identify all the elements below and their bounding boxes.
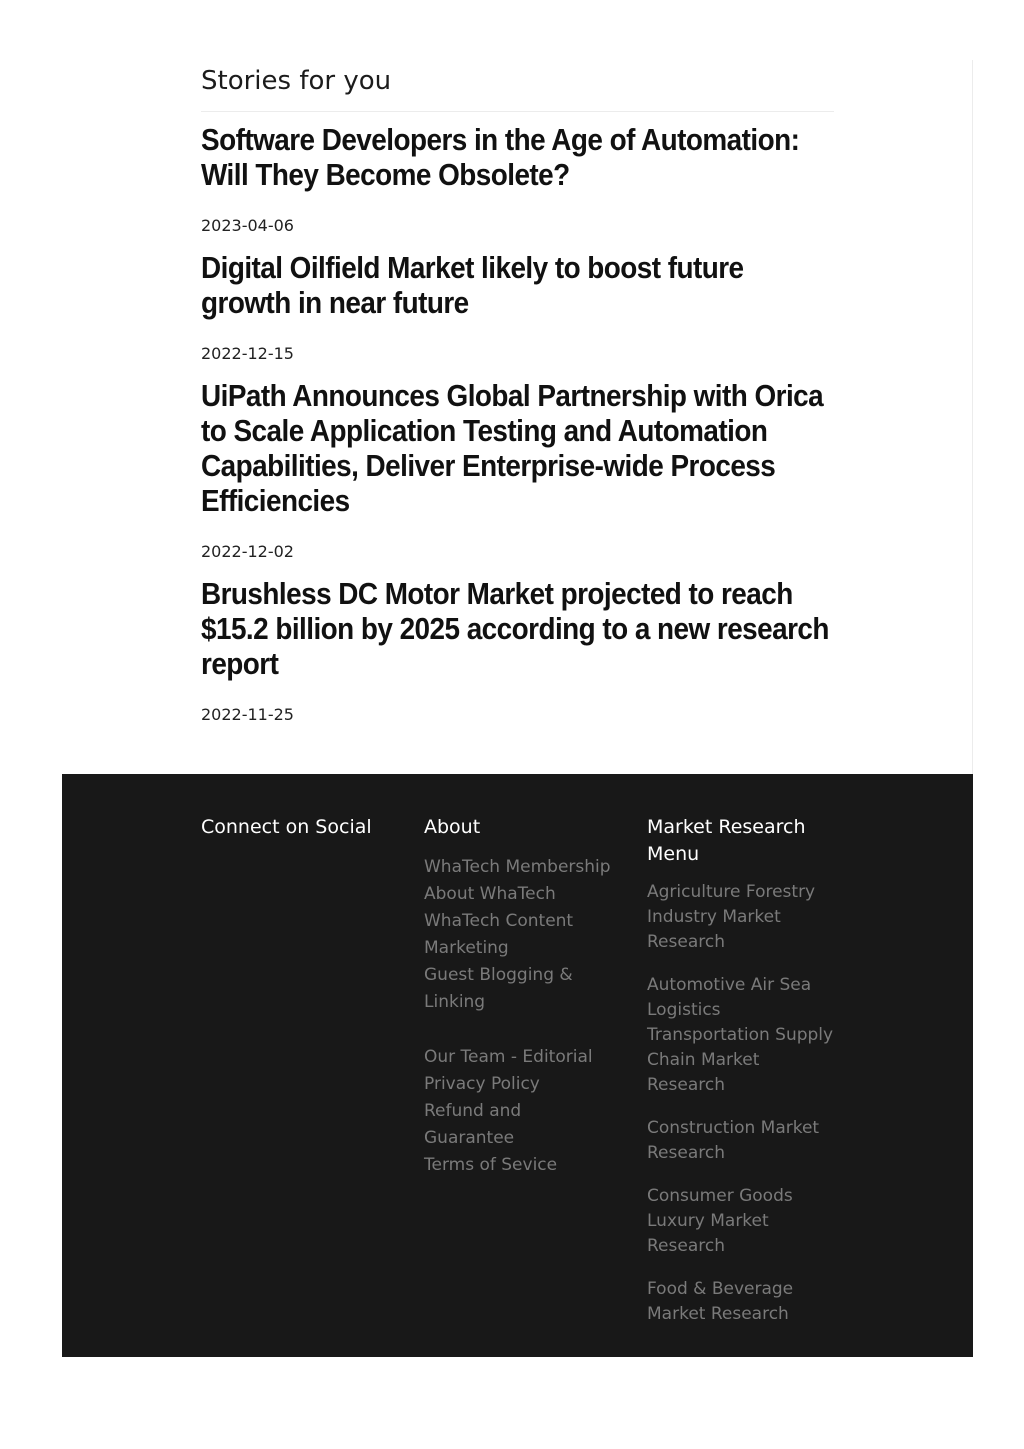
story-date: 2023-04-06 [201,216,294,235]
section-title: Stories for you [201,60,834,112]
about-heading: About [424,816,481,838]
story-item [201,250,834,364]
footer-link-automotive[interactable]: Automotive Air Sea Logistics Transportation Supply Chain Market Research [647,975,834,1095]
story-item [201,378,834,562]
story-date: 2022-12-15 [201,344,294,363]
content-border [972,60,973,774]
footer-link-privacy[interactable]: Privacy Policy [424,1074,540,1094]
story-item [201,122,834,236]
story-title-link[interactable]: Brushless DC Motor Market projected to reach $15.2 billion by 2025 according to a new research report [201,576,829,681]
footer-link-about[interactable]: About WhaTech [424,884,556,904]
social-column [201,814,391,841]
footer-link-guest-blogging[interactable]: Guest Blogging & Linking [424,965,573,1012]
footer-link-terms[interactable]: Terms of Sevice [424,1155,558,1175]
about-column [424,814,614,1179]
story-title-link[interactable]: Software Developers in the Age of Automation: Will They Become Obsolete? [201,122,800,192]
site-footer [62,774,973,1357]
story-date: 2022-12-02 [201,542,294,561]
story-date: 2022-11-25 [201,705,294,724]
footer-link-refund[interactable]: Refund and Guarantee [424,1101,522,1148]
footer-link-construction[interactable]: Construction Market Research [647,1118,820,1163]
footer-link-consumer-goods[interactable]: Consumer Goods Luxury Market Research [647,1186,793,1256]
footer-link-content-marketing[interactable]: WhaTech Content Marketing [424,911,574,958]
story-item [201,576,834,725]
story-title-link[interactable]: Digital Oilfield Market likely to boost future growth in near future [201,250,744,320]
footer-link-our-team[interactable]: Our Team - Editorial [424,1047,593,1067]
market-research-heading: Market Research Menu [647,816,806,865]
market-research-column [647,814,835,1345]
social-heading: Connect on Social [201,816,372,838]
story-title-link[interactable]: UiPath Announces Global Partnership with Orica to Scale Application Testing and Automation Capabilities, Deliver Enterprise-wide Process Efficiencies [201,378,824,518]
stories-section [201,60,834,725]
footer-link-agriculture[interactable]: Agriculture Forestry Industry Market Research [647,882,816,952]
footer-link-food-beverage[interactable]: Food & Beverage Market Research [647,1279,794,1324]
footer-link-membership[interactable]: WhaTech Membership [424,857,611,877]
